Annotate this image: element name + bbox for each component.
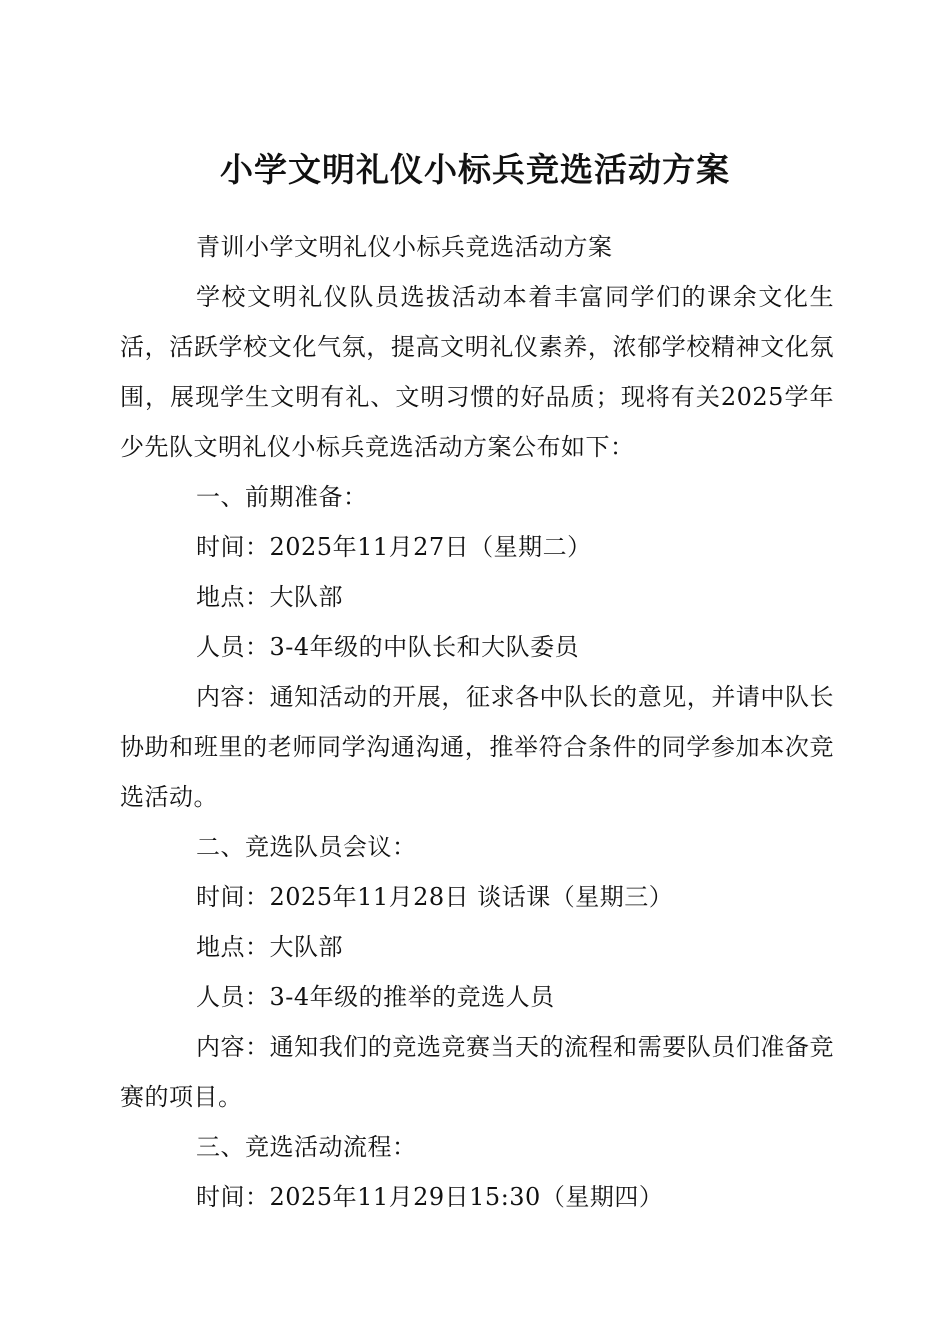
document-body <box>120 222 834 1222</box>
section-heading-meeting: 二、竞选队员会议： <box>196 833 417 861</box>
paragraph-content-2: 内容：通知我们的竞选竞赛当天的流程和需要队员们准备竞赛的项目。 <box>120 1033 834 1111</box>
section-heading-process: 三、竞选活动流程： <box>196 1133 417 1161</box>
document-title: 小学文明礼仪小标兵竞选活动方案 <box>220 150 730 189</box>
paragraph-intro: 学校文明礼仪队员选拔活动本着丰富同学们的课余文化生活，活跃学校文化气氛，提高文明礼仪素养，浓郁学校精神文化氛围，展现学生文明有礼、文明习惯的好品质；现将有关2025学年少先队文明礼仪小标兵竞选活动方案公布如下： <box>120 283 834 461</box>
paragraph-people-2: 人员：3-4年级的推举的竞选人员 <box>196 983 555 1011</box>
paragraph-people-1: 人员：3-4年级的中队长和大队委员 <box>196 633 580 661</box>
paragraph-time-1: 时间：2025年11月27日（星期二） <box>196 533 592 561</box>
paragraph-time-3: 时间：2025年11月29日15:30（星期四） <box>196 1183 664 1211</box>
paragraph-location-2: 地点：大队部 <box>196 933 343 961</box>
paragraph-content-1: 内容：通知活动的开展，征求各中队长的意见，并请中队长协助和班里的老师同学沟通沟通，推举符合条件的同学参加本次竞选活动。 <box>120 683 834 811</box>
paragraph-time-2: 时间：2025年11月28日 谈话课（星期三） <box>196 883 674 911</box>
paragraph-subtitle: 青训小学文明礼仪小标兵竞选活动方案 <box>196 233 613 261</box>
section-heading-preparation: 一、前期准备： <box>196 483 368 511</box>
paragraph-location-1: 地点：大队部 <box>196 583 343 611</box>
